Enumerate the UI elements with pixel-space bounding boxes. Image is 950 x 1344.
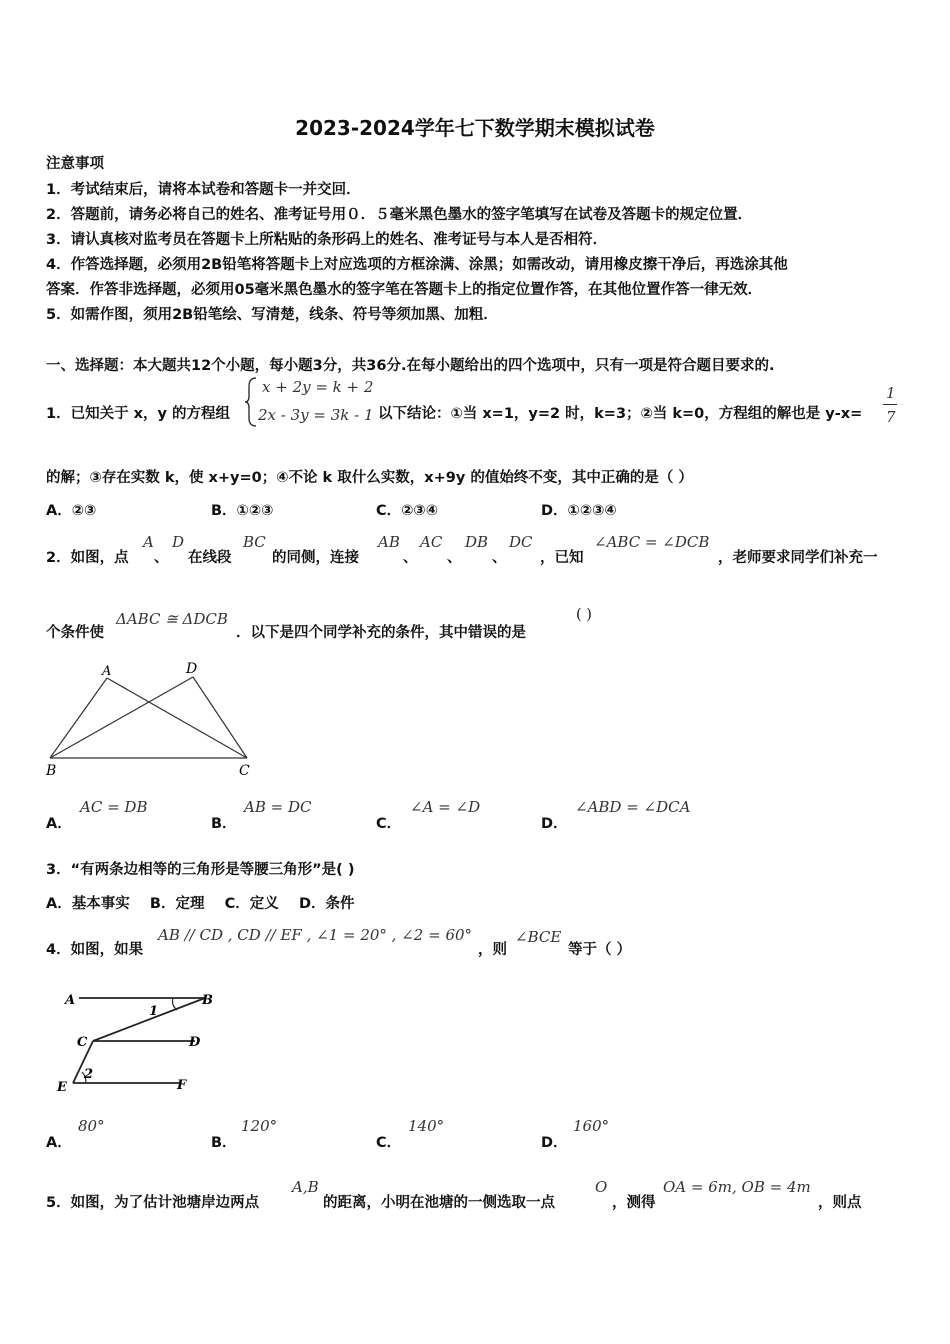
q2-text-5: ，老师要求同学们补充一 — [718, 550, 878, 566]
q2-angle-condition: ∠ABC = ∠DCB — [594, 533, 710, 551]
q4-text-3: 等于（ ） — [568, 942, 632, 958]
q2-fig-label-a: A — [102, 664, 112, 679]
q4-option-a[interactable]: 80° — [78, 1117, 105, 1135]
q2-fig-label-d: D — [186, 661, 198, 677]
notice-item-3: 3．请认真核对监考员在答题卡上所粘贴的条形码上的姓名、准考证号与本人是否相符． — [46, 232, 608, 248]
q2-ab: AB — [378, 533, 400, 551]
q2-text-2: 在线段 — [188, 550, 232, 566]
q2-line2-b: ．以下是四个同学补充的条件，其中错误的是 — [236, 625, 526, 641]
q2-point-a: A — [143, 533, 154, 551]
q1-option-c[interactable]: C．②③④ — [376, 503, 438, 519]
q2-sep: 、 — [492, 550, 507, 566]
q4-fig-angle-2: 2 — [84, 1067, 94, 1082]
q2-answer-paren: ( ) — [576, 607, 592, 623]
q2-option-a-letter[interactable]: A． — [46, 816, 72, 832]
q2-text-4: ，已知 — [540, 550, 584, 566]
q5-text-3: ，测得 — [612, 1195, 656, 1211]
q1-frac-den: 7 — [886, 408, 896, 426]
q4-fig-label-a: A — [65, 993, 76, 1008]
notice-item-4: 4．作答选择题，必须用2B铅笔将答题卡上对应选项的方框涂满、涂黑；如需改动，请用橡皮擦干净后，再选涂其他 — [46, 257, 788, 273]
q1-brace — [244, 376, 258, 428]
q1-frac-bar — [883, 404, 897, 405]
q4-fig-label-b: B — [202, 993, 213, 1008]
q2-text-3: 的同侧，连接 — [272, 550, 359, 566]
notice-item-2: 2．答题前，请务必将自己的姓名、准考证号用０．５毫米黑色墨水的签字笔填写在试卷及答题卡的规定位置． — [46, 207, 753, 223]
q2-option-b[interactable]: AB = DC — [244, 798, 312, 816]
notice-item-5: 5．如需作图，须用2B铅笔绘、写清楚，线条、符号等须加黑、加粗． — [46, 307, 498, 323]
q4-option-d[interactable]: 160° — [573, 1117, 610, 1135]
q2-ac: AC — [420, 533, 443, 551]
q2-line2-a: 个条件使 — [46, 625, 104, 641]
q2-option-a[interactable]: AC = DB — [80, 798, 148, 816]
q4-option-c-letter[interactable]: C． — [376, 1135, 402, 1151]
q2-fig-label-b: B — [46, 763, 57, 779]
q2-sep: 、 — [447, 550, 462, 566]
q5-text-2: 的距离，小明在池塘的一侧选取一点 — [323, 1195, 555, 1211]
q4-figure — [55, 985, 225, 1097]
q5-point-o: O — [595, 1178, 608, 1196]
q5-text-4: ，则点 — [818, 1195, 862, 1211]
q2-db: DB — [465, 533, 489, 551]
q4-option-d-letter[interactable]: D． — [541, 1135, 568, 1151]
q1-conclusions: 以下结论：①当 x=1，y=2 时，k=3；②当 k=0，方程组的解也是 y-x= — [378, 406, 863, 422]
q4-fig-label-d: D — [189, 1035, 201, 1050]
q3-text: 3．“有两条边相等的三角形是等腰三角形”是( ) — [46, 862, 355, 878]
q1-option-b[interactable]: B．①②③ — [211, 503, 274, 519]
q4-option-a-letter[interactable]: A． — [46, 1135, 72, 1151]
q4-fig-label-c: C — [77, 1035, 88, 1050]
q1-option-a[interactable]: A．②③ — [46, 503, 97, 519]
q4-fig-label-f: F — [177, 1078, 187, 1093]
notice-heading: 注意事项 — [46, 156, 104, 172]
q4-option-c[interactable]: 140° — [408, 1117, 445, 1135]
q4-option-b-letter[interactable]: B． — [211, 1135, 237, 1151]
q2-sep: 、 — [403, 550, 418, 566]
q2-text-1: 2．如图，点 — [46, 550, 129, 566]
q1-line2: 的解；③存在实数 k，使 x+y=0；④不论 k 取什么实数，x+9y 的值始终不变，其中正确的是（ ） — [46, 470, 693, 486]
q4-fig-label-e: E — [57, 1080, 67, 1095]
q2-option-d[interactable]: ∠ABD = ∠DCA — [575, 798, 691, 816]
q2-segment-bc: BC — [243, 533, 266, 551]
q4-fig-angle-1: 1 — [149, 1004, 159, 1019]
page-title: 2023-2024学年七下数学期末模拟试卷 — [295, 116, 655, 140]
q2-option-c[interactable]: ∠A = ∠D — [410, 798, 481, 816]
section-1-heading: 一、选择题：本大题共12个小题，每小题3分，共36分.在每小题给出的四个选项中，只有一项是符合题目要求的. — [46, 358, 775, 374]
q5-text-1: 5．如图，为了估计池塘岸边两点 — [46, 1195, 260, 1211]
q2-congruence: ΔABC ≅ ΔDCB — [116, 610, 228, 628]
q1-option-d[interactable]: D．①②③④ — [541, 503, 617, 519]
q2-fig-label-c: C — [239, 763, 250, 779]
q5-measurements: OA = 6m, OB = 4m — [663, 1178, 811, 1196]
q2-option-c-letter[interactable]: C． — [376, 816, 402, 832]
q5-points-ab: A,B — [292, 1178, 319, 1196]
q4-conditions: AB // CD , CD // EF , ∠1 = 20° , ∠2 = 60° — [158, 926, 473, 944]
q1-eq1: x + 2y = k + 2 — [262, 378, 374, 396]
notice-item-1: 1．考试结束后，请将本试卷和答题卡一并交回． — [46, 182, 361, 198]
q2-figure — [40, 655, 265, 785]
q2-dc: DC — [509, 533, 533, 551]
q2-option-d-letter[interactable]: D． — [541, 816, 568, 832]
q2-option-b-letter[interactable]: B． — [211, 816, 237, 832]
q3-options[interactable]: A．基本事实 B．定理 C．定义 D．条件 — [46, 896, 355, 912]
q1-eq2: 2x - 3y = 3k - 1 — [258, 406, 374, 424]
q4-text-1: 4．如图，如果 — [46, 942, 144, 958]
q1-prefix: 1．已知关于 x，y 的方程组 — [46, 406, 230, 422]
q4-option-b[interactable]: 120° — [241, 1117, 278, 1135]
q4-angle-bce: ∠BCE — [515, 928, 562, 946]
q1-frac-num: 1 — [886, 384, 896, 402]
q2-sep: 、 — [154, 550, 169, 566]
notice-item-4-cont: 答案．作答非选择题，必须用05毫米黑色墨水的签字笔在答题卡上的指定位置作答，在其他位置作答一律无效． — [46, 282, 763, 298]
q2-point-d: D — [172, 533, 185, 551]
q4-text-2: ，则 — [478, 942, 507, 958]
